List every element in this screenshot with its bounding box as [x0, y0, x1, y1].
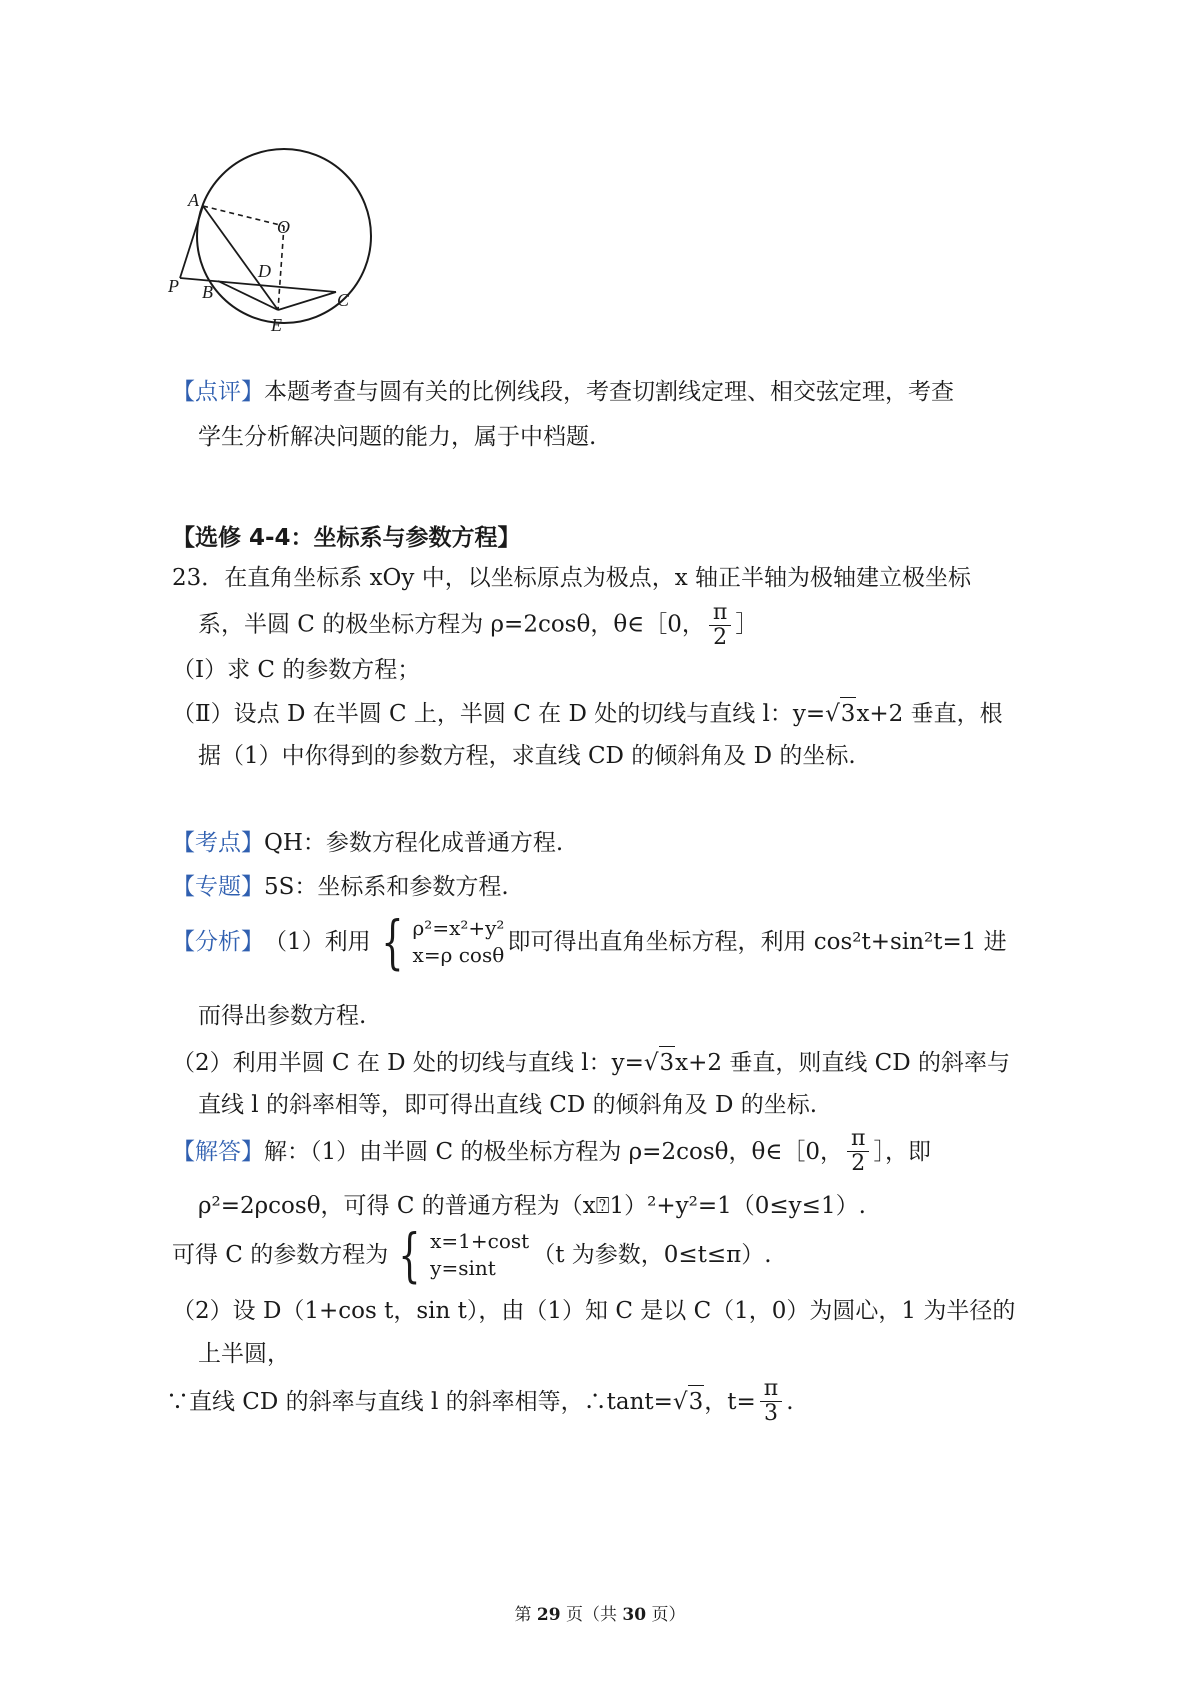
jieda-line-5: 上半圆， [198, 1341, 290, 1367]
question-line-2-text: 系，半圆 C 的极坐标方程为 ρ=2cosθ，θ∈［0， [198, 611, 705, 638]
question-line-2 [198, 602, 758, 649]
kaodian-tag: 【考点】 [172, 830, 264, 856]
frac-numerator: π [847, 1128, 869, 1152]
label-o: O [277, 217, 290, 237]
zhuanti-line [172, 871, 509, 903]
parametric-system: { x=1+cost y=sint [398, 1221, 530, 1289]
page-total: 30 [622, 1605, 647, 1625]
fraction-pi-over-2 [847, 1128, 869, 1175]
bracket-close: ］ [735, 611, 759, 638]
review-line-2: 学生分析解决问题的能力，属于中档题. [198, 424, 597, 450]
jieda-line-6-text-c: . [786, 1388, 794, 1415]
system-row-2: y=sint [430, 1256, 496, 1280]
jieda-line-6 [166, 1378, 794, 1425]
radicand: 3 [840, 697, 857, 730]
geometry-figure [160, 140, 400, 350]
segment-pa [180, 206, 203, 278]
fraction-pi-over-3 [760, 1378, 782, 1425]
system-row-1: x=1+cost [430, 1229, 530, 1253]
question-part-1: （Ⅰ）求 C 的参数方程； [172, 657, 421, 683]
radicand: 3 [688, 1385, 705, 1418]
jieda-line-2: ρ²=2ρcosθ，可得 C 的普通方程为（x﻿⍰1）²+y²=1（0≤y≤1）. [198, 1193, 866, 1219]
zhuanti-text: 5S：坐标系和参数方程. [264, 874, 509, 900]
fenxi-part-2-text-b: x+2 垂直，则直线 CD 的斜率与 [675, 1050, 1011, 1076]
fenxi-part-2 [172, 1046, 1010, 1079]
section-title: 【选修 4-4：坐标系与参数方程】 [172, 525, 521, 551]
jieda-line-6-text-a: ∵直线 CD 的斜率与直线 l 的斜率相等，∴tant= [166, 1388, 673, 1415]
jieda-line-1 [172, 1128, 931, 1175]
kaodian-line [172, 827, 563, 859]
label-a: A [188, 190, 199, 210]
radicand: 3 [659, 1046, 676, 1079]
frac-denominator: 3 [763, 1401, 778, 1426]
question-line-1: 23．在直角坐标系 xOy 中，以坐标原点为极点，x 轴正半轴为极轴建立极坐标 [172, 565, 971, 591]
page-number: 29 [536, 1605, 561, 1625]
zhuanti-tag: 【专题】 [172, 874, 264, 900]
jieda-line-3-text-b: （t 为参数，0≤t≤π）. [532, 1242, 772, 1268]
fenxi-text-a: （1）利用 [264, 929, 371, 955]
equation-system: { ρ²=x²+y² x=ρ cosθ [381, 908, 505, 976]
fenxi-text-b: 即可得出直角坐标方程，利用 cos²t+sin²t=1 进 [507, 929, 1007, 955]
segment-oe [278, 226, 284, 310]
footer-pre: 第 [514, 1605, 537, 1625]
question-part-2-text-b: x+2 垂直，根 [856, 701, 1003, 727]
jieda-text-b: ］，即 [873, 1138, 931, 1165]
label-b: B [202, 282, 213, 302]
kaodian-text: QH：参数方程化成普通方程. [264, 830, 564, 856]
fraction-pi-over-2 [709, 602, 731, 649]
jieda-line-3-text-a: 可得 C 的参数方程为 [172, 1242, 389, 1268]
label-c: C [337, 290, 350, 310]
system-row-1: ρ²=x²+y² [412, 916, 505, 940]
frac-numerator: π [709, 602, 731, 626]
sqrt-3: √ 3 [644, 1046, 675, 1079]
fenxi-line-1 [172, 908, 1007, 976]
jieda-line-6-text-b: ，t= [704, 1388, 756, 1415]
segment-ce [278, 292, 336, 310]
question-part-2-line-2: 据（1）中你得到的参数方程，求直线 CD 的倾斜角及 D 的坐标. [198, 743, 856, 769]
frac-numerator: π [760, 1378, 782, 1402]
jieda-line-4: （2）设 D（1+cos t，sin t），由（1）知 C 是以 C（1，0）为圆心，1 为半径的 [172, 1298, 1016, 1324]
fenxi-tag: 【分析】 [172, 929, 264, 955]
jieda-tag: 【解答】 [172, 1138, 264, 1165]
label-p: P [168, 276, 179, 296]
review-tag: 【点评】 [172, 379, 264, 405]
sqrt-3: √ 3 [673, 1385, 704, 1418]
fenxi-part-2-text-a: （2）利用半圆 C 在 D 处的切线与直线 l：y= [172, 1050, 644, 1076]
jieda-line-3 [172, 1221, 772, 1289]
page-footer [0, 1600, 1200, 1625]
sqrt-3: √ 3 [825, 697, 856, 730]
jieda-text-a: 解：（1）由半圆 C 的极坐标方程为 ρ=2cosθ，θ∈［0， [264, 1138, 843, 1165]
fenxi-line-2: 而得出参数方程. [198, 1003, 367, 1029]
frac-denominator: 2 [713, 625, 728, 650]
footer-mid: 页（共 [560, 1605, 623, 1625]
footer-post: 页） [646, 1605, 686, 1625]
frac-denominator: 2 [851, 1151, 866, 1176]
label-e: E [271, 315, 282, 335]
fenxi-part-2-line-2: 直线 l 的斜率相等，即可得出直线 CD 的倾斜角及 D 的坐标. [198, 1092, 818, 1118]
label-d: D [258, 261, 271, 281]
review-line-1 [172, 376, 954, 408]
review-text-1: 本题考查与圆有关的比例线段，考查切割线定理、相交弦定理，考查 [264, 379, 954, 405]
system-row-2: x=ρ cosθ [412, 943, 505, 967]
question-part-2 [172, 697, 1003, 730]
question-part-2-text-a: （Ⅱ）设点 D 在半圆 C 上，半圆 C 在 D 处的切线与直线 l：y= [172, 701, 826, 727]
